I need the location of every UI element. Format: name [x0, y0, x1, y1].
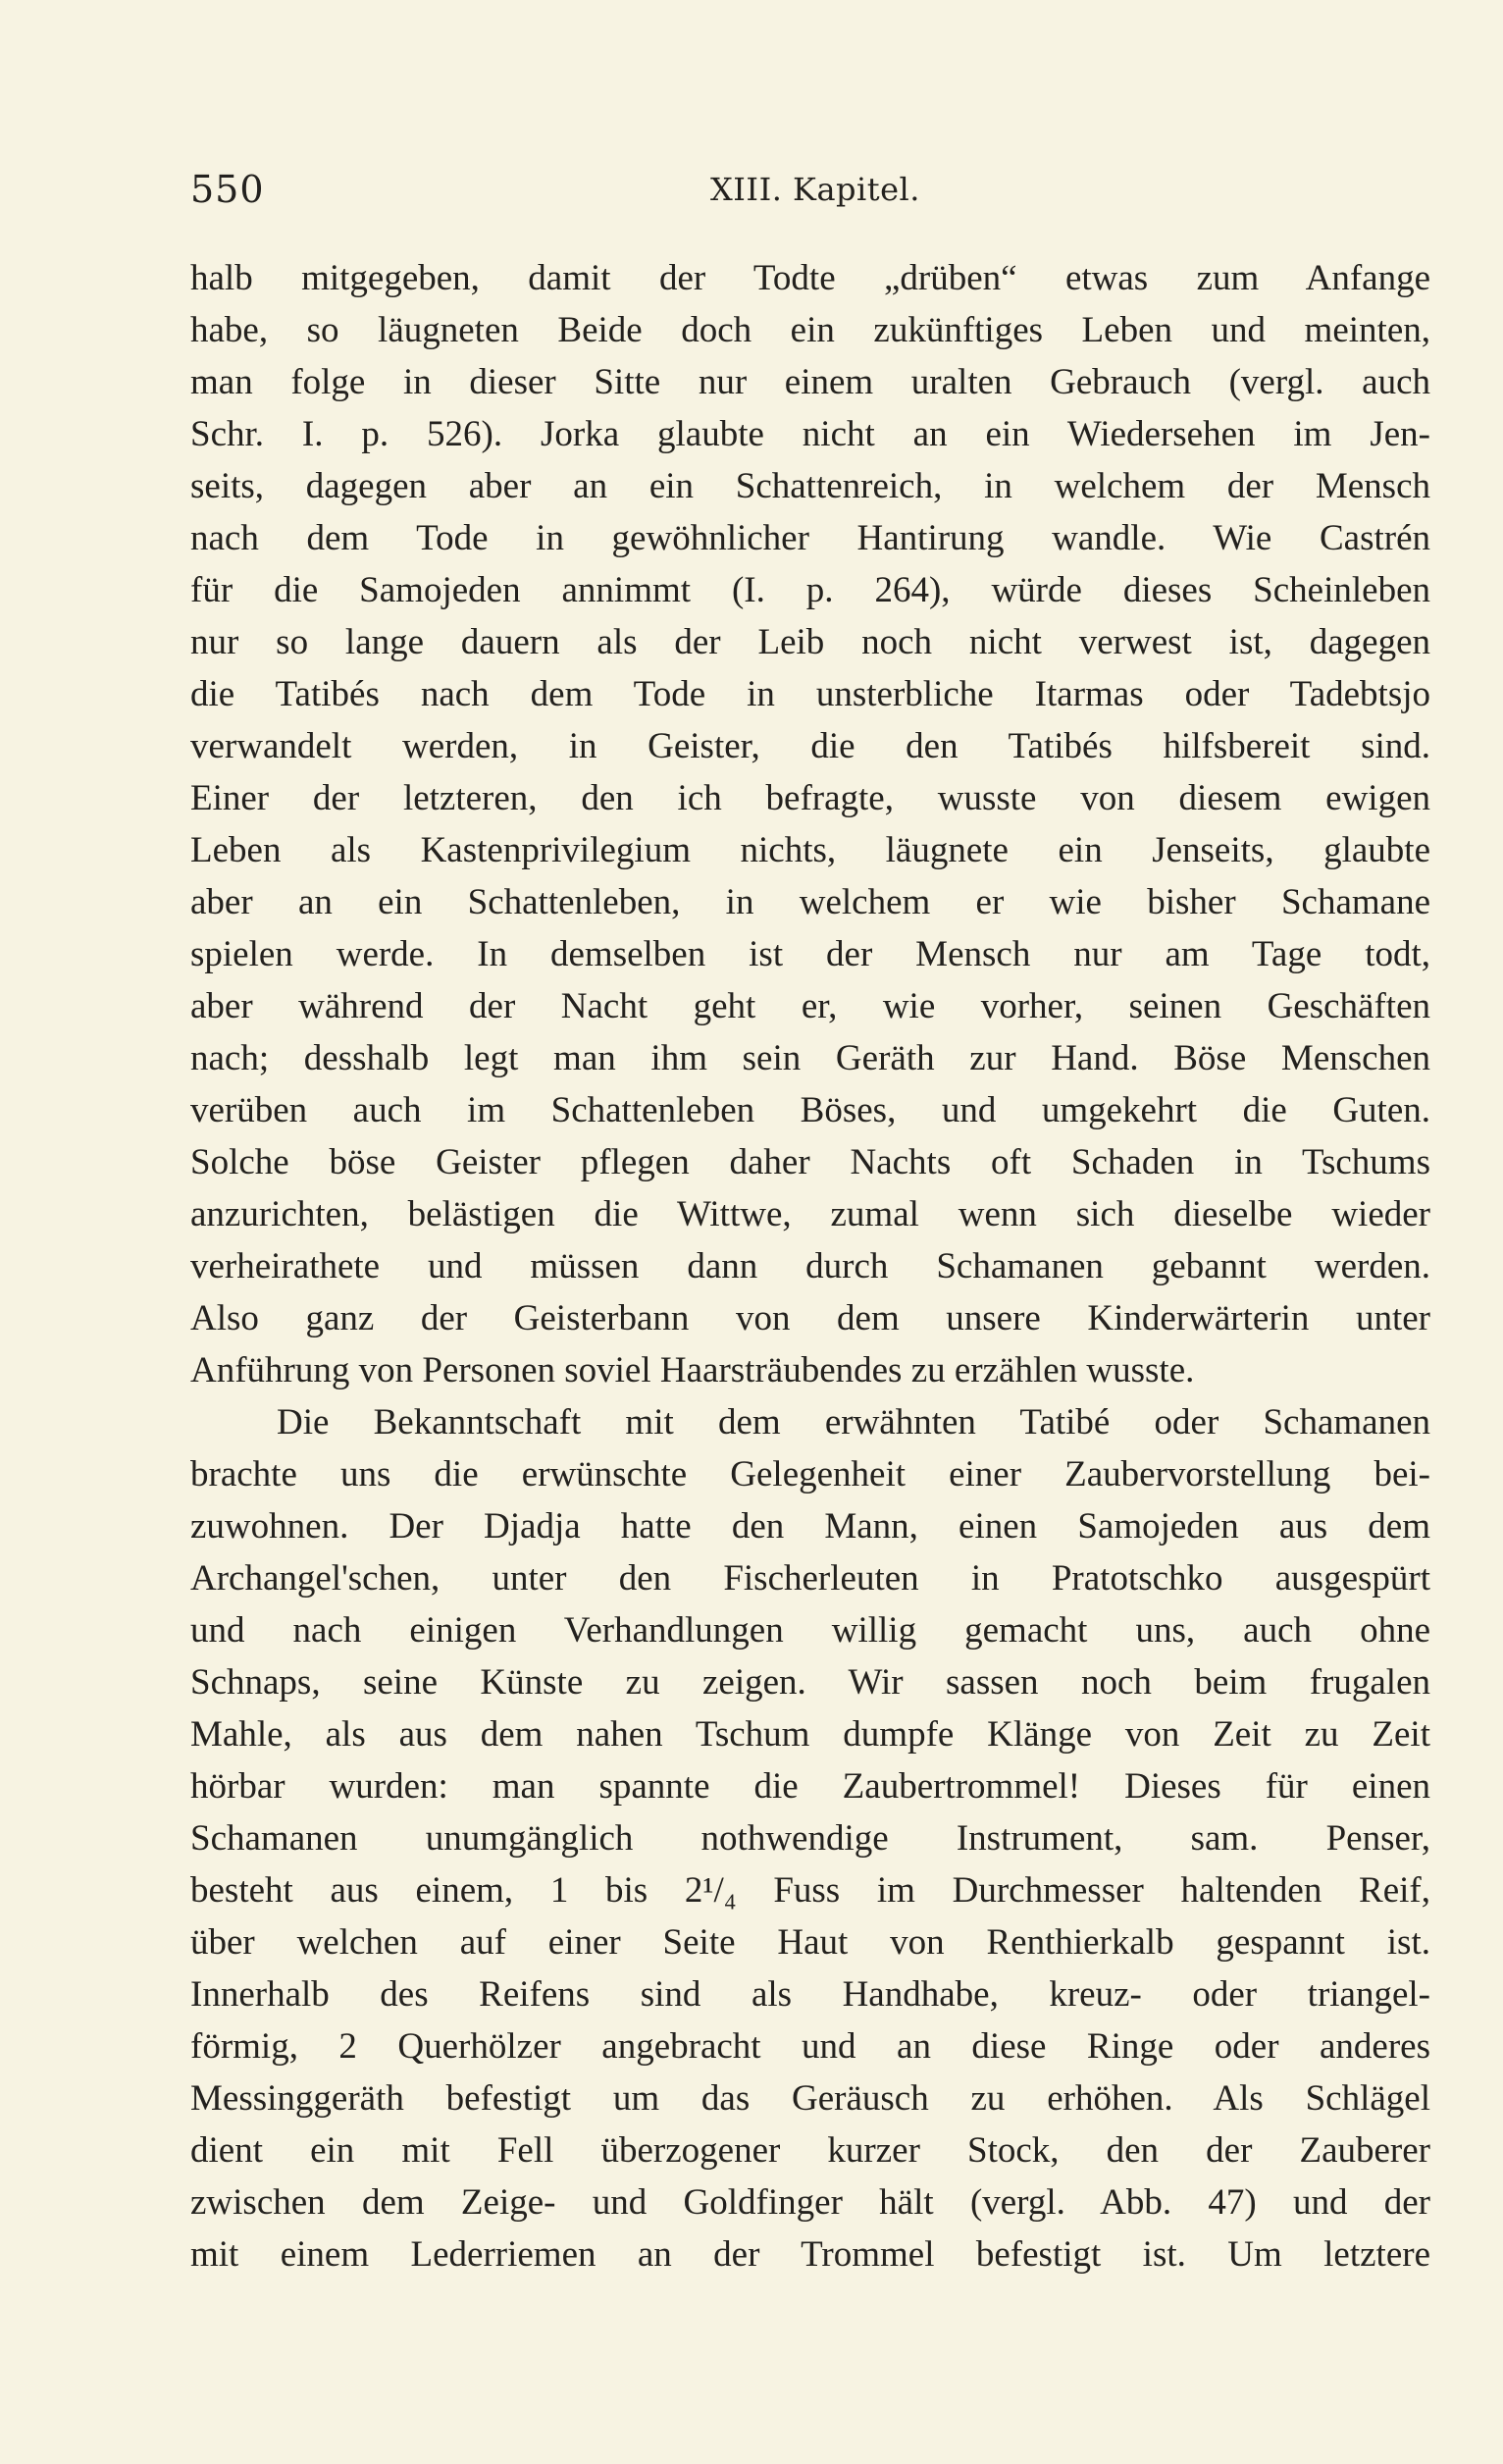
text-line: verüben auch im Schattenleben Böses, und umgekehrt die Guten. — [190, 1090, 1430, 1130]
text-line: und nach einigen Verhandlungen willig gemacht uns, auch ohne — [190, 1610, 1430, 1651]
text-line: für die Samojeden annimmt (I. p. 264), würde dieses Scheinleben — [190, 570, 1430, 610]
text-line: Messinggeräth befestigt um das Geräusch zu erhöhen. Als Schlägel — [190, 2078, 1430, 2119]
text-line: Mahle, als aus dem nahen Tschum dumpfe Klänge von Zeit zu Zeit — [190, 1714, 1430, 1755]
page-number: 550 — [190, 168, 265, 211]
text-line: anzurichten, belästigen die Wittwe, zumal wenn sich dieselbe wieder — [190, 1194, 1430, 1234]
text-line: habe, so läugneten Beide doch ein zukünftiges Leben und meinten, — [190, 310, 1430, 350]
text-line: Innerhalb des Reifens sind als Handhabe, kreuz- oder triangel- — [190, 1974, 1430, 2015]
text-line: Schamanen unumgänglich nothwendige Instrument, sam. Penser, — [190, 1818, 1430, 1859]
text-line: man folge in dieser Sitte nur einem uralten Gebrauch (vergl. auch — [190, 362, 1430, 402]
running-head: XIII. Kapitel. — [710, 171, 920, 208]
text-line: Schnaps, seine Künste zu zeigen. Wir sassen noch beim frugalen — [190, 1662, 1430, 1703]
text-line: Solche böse Geister pflegen daher Nachts oft Schaden in Tschums — [190, 1142, 1430, 1182]
body-text — [190, 252, 1430, 2281]
text-line: mit einem Lederriemen an der Trommel befestigt ist. Um letztere — [190, 2234, 1430, 2275]
text-line: die Tatibés nach dem Tode in unsterbliche Itarmas oder Tadebtsjo — [190, 674, 1430, 714]
text-line: verwandelt werden, in Geister, die den Tatibés hilfsbereit sind. — [190, 726, 1430, 766]
text-line: Also ganz der Geisterbann von dem unsere Kinderwärterin unter — [190, 1298, 1430, 1338]
text-line: dient ein mit Fell überzogener kurzer Stock, den der Zauberer — [190, 2130, 1430, 2171]
text-line: seits, dagegen aber an ein Schattenreich, in welchem der Mensch — [190, 466, 1430, 506]
text-line: aber während der Nacht geht er, wie vorher, seinen Geschäften — [190, 986, 1430, 1026]
text-line-paragraph-end: Anführung von Personen soviel Haarsträubendes zu erzählen wusste. — [190, 1350, 1195, 1390]
text-line: nach; desshalb legt man ihm sein Geräth zur Hand. Böse Menschen — [190, 1038, 1430, 1078]
text-line: Archangel'schen, unter den Fischerleuten in Pratotschko ausgespürt — [190, 1558, 1430, 1599]
text-line: Leben als Kastenprivilegium nichts, läugnete ein Jenseits, glaubte — [190, 830, 1430, 870]
text-line: nach dem Tode in gewöhnlicher Hantirung wandle. Wie Castrén — [190, 518, 1430, 558]
text-line: zuwohnen. Der Djadja hatte den Mann, einen Samojeden aus dem — [190, 1506, 1430, 1547]
text-line: brachte uns die erwünschte Gelegenheit einer Zaubervorstellung bei- — [190, 1454, 1430, 1494]
text-line: Schr. I. p. 526). Jorka glaubte nicht an ein Wiedersehen im Jen- — [190, 414, 1430, 454]
text-line: hörbar wurden: man spannte die Zaubertrommel! Dieses für einen — [190, 1766, 1430, 1807]
page-header — [190, 165, 1430, 214]
text-line: über welchen auf einer Seite Haut von Renthierkalb gespannt ist. — [190, 1922, 1430, 1963]
text-line-paragraph-start: Die Bekanntschaft mit dem erwähnten Tatibé oder Schamanen — [277, 1402, 1430, 1442]
text-line: verheirathete und müssen dann durch Schamanen gebannt werden. — [190, 1246, 1430, 1286]
text-line: Einer der letzteren, den ich befragte, wusste von diesem ewigen — [190, 778, 1430, 818]
text-line: zwischen dem Zeige- und Goldfinger hält (vergl. Abb. 47) und der — [190, 2182, 1430, 2223]
text-line: halb mitgegeben, damit der Todte „drüben“ etwas zum Anfange — [190, 258, 1430, 298]
text-line: spielen werde. In demselben ist der Mensch nur am Tage todt, — [190, 934, 1430, 974]
text-line: nur so lange dauern als der Leib noch nicht verwest ist, dagegen — [190, 622, 1430, 662]
text-line: aber an ein Schattenleben, in welchem er wie bisher Schamane — [190, 882, 1430, 922]
text-line: förmig, 2 Querhölzer angebracht und an diese Ringe oder anderes — [190, 2026, 1430, 2067]
text-line: besteht aus einem, 1 bis 2¹/₄ Fuss im Durchmesser haltenden Reif, — [190, 1870, 1430, 1911]
